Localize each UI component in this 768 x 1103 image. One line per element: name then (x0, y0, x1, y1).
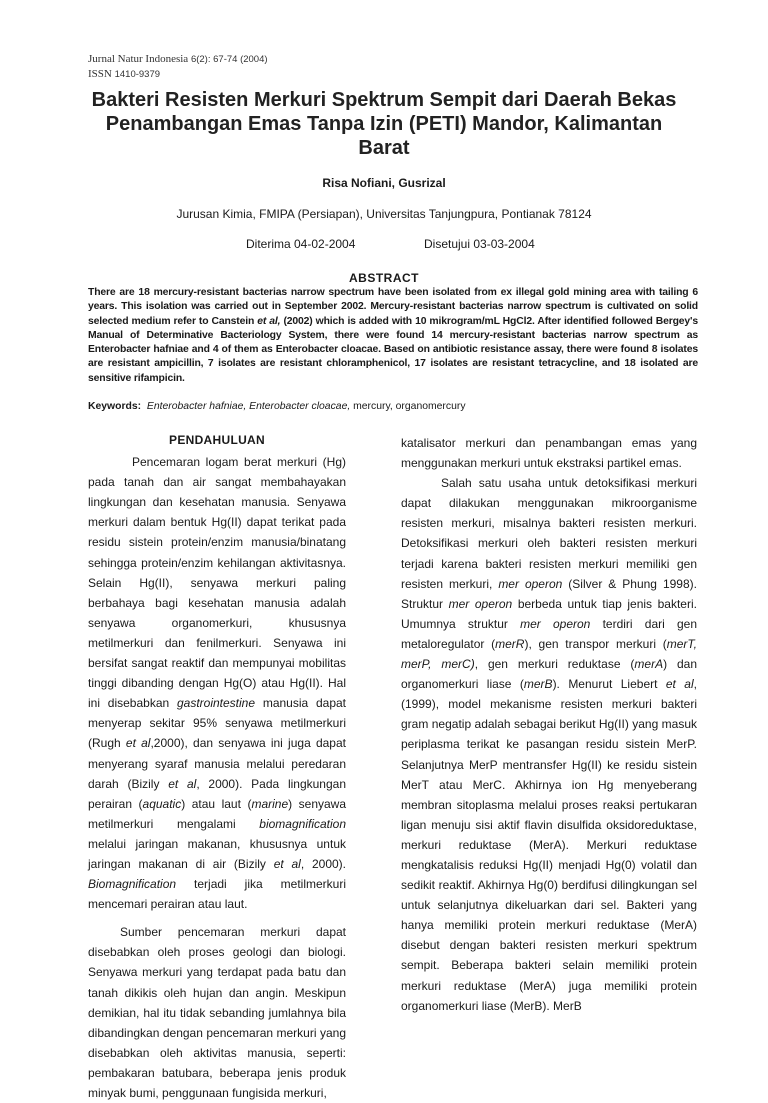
text-run: ) senyawa metilmerkuri mengalami (88, 796, 347, 831)
right-paragraph-2 (401, 473, 697, 1016)
right-paragraph-1: katalisator merkuri dan penambangan emas yang menggunakan merkuri untuk ekstraksi partikel emas. (401, 436, 697, 471)
text-run: manusia dapat menyerap sekitar 95% senyawa metilmerkuri (Rugh (88, 696, 346, 751)
text-run: ). Menurut Liebert (552, 677, 666, 692)
text-run: , 2000). (300, 856, 346, 871)
italic-run: et al (168, 776, 197, 791)
italic-run: merT, merP, merC) (401, 636, 697, 672)
text-run: , (1999), model mekanisme resisten merkuri bakteri gram negatip adalah sebagai berikut Hg(II) yang masuk periplasma terikat ke pasangan residu sistein MerP. Selanjutnya MerP mentransfer Hg(II) ke residu sistein MerT atau MerC. Akhirnya ion Hg menyeberang membran sitoplasma melalui proses reaksi pertukaran ligan menuju sisi aktif flavin disulfida oksidoreduktase, merkuri reduktase (MerA). Merkuri reduktase mengkatalisis reduksi Hg(II) menjadi Hg(0) volatil dan sedikit reaktif. Akhirnya Hg(0) berdifusi dilingkungan sel untuk selanjutnya dikeluarkan dari sel. Bakteri yang hanya memiliki protein merkuri reduktase (MerA) disebut dengan bakteri resisten merkuri spektrum sempit. Beberapa bakteri selain memiliki protein merkuri reduktase (MerA) juga memiliki protein organomerkuri liase (MerB). MerB (401, 677, 697, 1013)
italic-run: marine (251, 796, 289, 811)
italic-run: mer operon (498, 576, 563, 591)
italic-run: mer operon (448, 596, 513, 611)
text-run: ), gen transpor merkuri ( (524, 636, 667, 651)
affiliation: Jurusan Kimia, FMIPA (Persiapan), Universitas Tanjungpura, Pontianak 78124 (176, 207, 592, 221)
text-run: Pencemaran logam berat merkuri (Hg) pada tanah dan air sangat membahayakan lingkungan dan kesehatan manusia. Senyawa merkuri dalam bentuk Hg(II) dapat terikat pada residu sistein protein/enzim manusia/binatang sehingga protein/enzim kehilangan aktivitasnya. Selain Hg(II), senyawa merkuri paling berbahaya bagi kesehatan manusia adalah senyawa organomerkuri, khususnya metilmerkuri dan fenilmerkuri. Senyawa ini bersifat sangat reaktif dan mempunyai mobilitas tinggi dibanding dengan Hg(O) atau Hg(II). Hal ini disebabkan (88, 455, 346, 711)
text-run: berbeda untuk tiap jenis bakteri. Umumnya struktur (401, 596, 697, 631)
abstract-text-2: (2002) which is added with 10 mikrogram/mL HgCl2. After identified followed Bergey's Manual of Determinative Bacteriology System, there were found 14 mercury-resistant bacterias narrow spectrum as Enterobacter hafniae and 4 of them as Enterobacter cloacae. Based on antibiotic resistance assay, there were found 8 isolates are resistant ampicillin, 7 isolates are resistant chloramphenicol, 17 isolates are resistant tetracycline, and 18 isolated are sensitive rifampicin. (88, 315, 698, 384)
italic-run: et al (273, 856, 301, 871)
keywords-rest: mercury, organomercury (350, 401, 466, 412)
section-heading: PENDAHULUAN (169, 433, 265, 447)
text-run: terdiri dari gen metaloregulator ( (401, 616, 698, 651)
keywords-italic: Enterobacter hafniae, Enterobacter cloacae, (146, 401, 351, 412)
italic-run: Biomagnification (88, 877, 177, 892)
text-run: , 2000). Pada lingkungan perairan ( (88, 776, 347, 811)
italic-run: et al (125, 736, 151, 751)
keywords-label: Keywords: (88, 401, 142, 412)
text-run: Salah satu usaha untuk detoksifikasi merkuri dapat dilakukan menggunakan mikroorganisme resisten merkuri, misalnya bakteri resisten merkuri. Detoksifikasi merkuri oleh bakteri resisten merkuri terjadi karena bakteri resisten merkuri memiliki gen resisten merkuri, (401, 476, 697, 591)
text-run: , gen merkuri reduktase ( (474, 657, 635, 672)
issn-label: ISSN (88, 68, 112, 80)
italic-run: aquatic (142, 796, 182, 811)
abstract-text-1: There are 18 mercury-resistant bacterias narrow spectrum have been isolated from ex illegal gold mining area with tailing 6 years. This isolation was carried out in September 2002. Mercury-resistant bacterias narrow spectrum is cultivated on solid selected medium refer to Canstein (88, 287, 698, 327)
text-run: ) dan organomerkuri liase ( (401, 657, 698, 692)
text-run: melalui jaringan makanan, khususnya untuk jaringan makanan di air (Bizily (88, 836, 346, 871)
keywords (88, 401, 466, 412)
accepted-date: Disetujui 03-03-2004 (424, 237, 535, 251)
abstract-body (88, 286, 698, 386)
italic-run: merB (523, 677, 553, 692)
intro-paragraph-2: Sumber pencemaran merkuri dapat disebabkan oleh proses geologi dan biologi. Senyawa merkuri yang terdapat pada batu dan tanah dikikis oleh hujan dan angin. Meskipun demikian, hal itu tidak sebanding jumlahnya bila dibandingkan dengan pencemaran merkuri yang disebabkan oleh aktivitas manusia, seperti: pembakaran batubara, beberapa jenis produk minyak bumi, penggunaan fungisida merkuri, (88, 925, 346, 1100)
text-run: ) atau laut ( (181, 796, 252, 811)
text-run: ,2000), dan senyawa ini juga dapat menyerang syaraf manusia melalui peredaran darah (Bizily (88, 736, 346, 791)
issn-number: 1410-9379 (114, 69, 161, 80)
abstract-heading: ABSTRACT (349, 271, 419, 285)
paper-title: Bakteri Resisten Merkuri Spektrum Sempit dari Daerah Bekas Penambangan Emas Tanpa Izin (PETI) Mandor, Kalimantan Barat (91, 89, 677, 159)
journal-name: Jurnal Natur Indonesia (88, 53, 189, 65)
italic-run: mer operon (520, 616, 591, 631)
authors: Risa Nofiani, Gusrizal (322, 176, 446, 190)
italic-run: biomagnification (259, 816, 346, 831)
italic-run: merR (495, 636, 525, 651)
right-column (401, 433, 697, 1016)
text-run: (Silver & Phung 1998). Struktur (401, 576, 697, 611)
text-run: terjadi jika metilmerkuri mencemari perairan atau laut. (88, 877, 346, 912)
journal-header (88, 52, 268, 82)
journal-volume: 6(2): 67-74 (2004) (190, 54, 268, 65)
received-date: Diterima 04-02-2004 (246, 237, 356, 251)
italic-run: merA (634, 657, 664, 672)
intro-paragraph-1 (88, 452, 346, 914)
left-column (88, 430, 346, 1103)
abstract-etal: et al, (257, 315, 281, 327)
italic-run: et al (665, 677, 694, 692)
italic-run: gastrointestine (176, 696, 256, 711)
